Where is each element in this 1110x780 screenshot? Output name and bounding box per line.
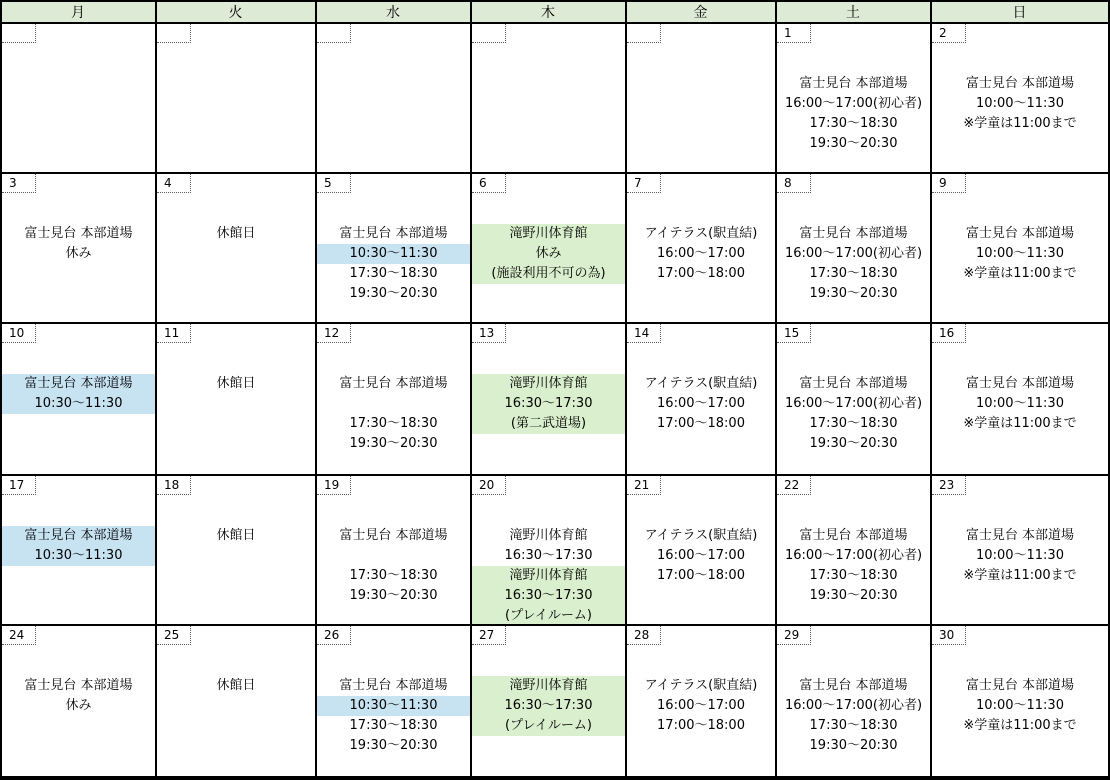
day-schedule <box>932 526 1108 586</box>
weekday-header: 土 <box>777 2 930 22</box>
weekday-header: 月 <box>2 2 155 22</box>
schedule-line: 16:30～17:30 <box>472 394 625 414</box>
schedule-line: 富士見台 本部道場 <box>339 528 448 543</box>
day-schedule <box>777 224 930 304</box>
schedule-line: 10:00～11:30 <box>976 246 1064 261</box>
schedule-line: 休館日 <box>216 226 256 241</box>
date-number: 15 <box>777 324 811 343</box>
day-cell[interactable] <box>317 174 470 322</box>
schedule-line: 19:30～20:30 <box>349 738 438 753</box>
day-schedule <box>317 676 470 756</box>
schedule-line: 10:00～11:30 <box>976 96 1064 111</box>
schedule-line: 滝野川体育館 <box>509 528 588 543</box>
day-schedule <box>932 74 1108 134</box>
schedule-line: 富士見台 本部道場 <box>339 226 448 241</box>
schedule-line: 17:30～18:30 <box>809 718 898 733</box>
schedule-line: 19:30～20:30 <box>349 588 438 603</box>
day-cell[interactable] <box>777 626 930 776</box>
day-cell[interactable] <box>932 324 1108 474</box>
schedule-line: 17:00～18:00 <box>657 266 745 281</box>
schedule-line: 滝野川体育館 <box>472 374 625 394</box>
day-cell[interactable] <box>472 24 625 172</box>
schedule-line: 16:00～17:00 <box>657 246 745 261</box>
day-schedule <box>157 526 315 546</box>
date-number: 12 <box>317 324 351 343</box>
date-number: 9 <box>932 174 966 193</box>
schedule-line: 休み <box>472 244 625 264</box>
schedule-line: 休み <box>65 246 92 261</box>
day-cell[interactable] <box>777 476 930 624</box>
day-cell[interactable] <box>317 24 470 172</box>
day-schedule <box>777 676 930 756</box>
day-cell[interactable] <box>627 24 775 172</box>
day-cell[interactable] <box>2 626 155 776</box>
date-number <box>627 24 661 43</box>
date-number: 27 <box>472 626 506 645</box>
day-schedule <box>472 526 625 624</box>
schedule-line: 19:30～20:30 <box>349 286 438 301</box>
schedule-line: 19:30～20:30 <box>809 286 898 301</box>
schedule-line <box>317 394 470 414</box>
date-number: 21 <box>627 476 661 495</box>
schedule-line: 富士見台 本部道場 <box>24 226 133 241</box>
day-schedule <box>932 676 1108 736</box>
date-number <box>317 24 351 43</box>
schedule-line: 16:00～17:00(初心者) <box>784 698 923 713</box>
day-cell[interactable] <box>472 476 625 624</box>
schedule-line: ※学童は11:00まで <box>963 718 1077 733</box>
day-cell[interactable] <box>317 476 470 624</box>
date-number: 30 <box>932 626 966 645</box>
day-cell[interactable] <box>777 174 930 322</box>
date-number <box>2 24 36 43</box>
date-number: 18 <box>157 476 191 495</box>
day-cell[interactable] <box>627 324 775 474</box>
date-number: 5 <box>317 174 351 193</box>
schedule-line: 休館日 <box>216 376 256 391</box>
day-schedule <box>2 374 155 414</box>
schedule-line: 富士見台 本部道場 <box>799 226 908 241</box>
schedule-line: 休館日 <box>216 678 256 693</box>
schedule-line: 16:00～17:00(初心者) <box>784 96 923 111</box>
date-number <box>472 24 506 43</box>
date-number <box>157 24 191 43</box>
day-cell[interactable] <box>932 476 1108 624</box>
schedule-line: 17:30～18:30 <box>349 568 438 583</box>
schedule-line: 16:30～17:30 <box>504 548 593 563</box>
schedule-line: 16:00～17:00 <box>657 548 745 563</box>
day-schedule <box>317 374 470 454</box>
schedule-line: 富士見台 本部道場 <box>2 526 155 546</box>
schedule-line: 17:30～18:30 <box>809 416 898 431</box>
schedule-line: 17:00～18:00 <box>657 416 745 431</box>
day-schedule <box>157 224 315 244</box>
date-number: 20 <box>472 476 506 495</box>
day-schedule <box>2 224 155 264</box>
schedule-line: 富士見台 本部道場 <box>799 678 908 693</box>
schedule-line: ※学童は11:00まで <box>963 116 1077 131</box>
schedule-line: 17:30～18:30 <box>349 266 438 281</box>
date-number: 13 <box>472 324 506 343</box>
schedule-line: 富士見台 本部道場 <box>339 376 448 391</box>
schedule-line: アイテラス(駅直結) <box>644 226 758 241</box>
date-number: 29 <box>777 626 811 645</box>
schedule-line: 19:30～20:30 <box>809 436 898 451</box>
weekday-header: 水 <box>317 2 470 22</box>
weekday-header: 金 <box>627 2 775 22</box>
day-cell[interactable] <box>317 324 470 474</box>
day-schedule <box>777 526 930 606</box>
schedule-line: 17:30～18:30 <box>349 718 438 733</box>
day-schedule <box>317 526 470 606</box>
schedule-line: 17:00～18:00 <box>657 718 745 733</box>
day-schedule <box>627 374 775 434</box>
day-cell[interactable] <box>932 24 1108 172</box>
schedule-line: 滝野川体育館 <box>472 224 625 244</box>
schedule-line: 休館日 <box>216 528 256 543</box>
day-cell[interactable] <box>157 626 315 776</box>
day-schedule <box>932 224 1108 284</box>
schedule-line: 富士見台 本部道場 <box>799 376 908 391</box>
schedule-line: (第二武道場) <box>472 414 625 434</box>
day-cell[interactable] <box>777 324 930 474</box>
day-schedule <box>472 224 625 284</box>
weekday-header: 木 <box>472 2 625 22</box>
weekday-header: 火 <box>157 2 315 22</box>
schedule-line: 富士見台 本部道場 <box>965 76 1075 91</box>
schedule-line: アイテラス(駅直結) <box>644 376 758 391</box>
schedule-line: アイテラス(駅直結) <box>644 528 758 543</box>
date-number: 19 <box>317 476 351 495</box>
schedule-line: 19:30～20:30 <box>809 588 898 603</box>
day-schedule <box>2 676 155 716</box>
schedule-line: 19:30～20:30 <box>809 738 898 753</box>
day-schedule <box>472 374 625 434</box>
schedule-line: 10:30～11:30 <box>2 546 155 566</box>
schedule-line: 19:30～20:30 <box>349 436 438 451</box>
schedule-line <box>317 546 470 566</box>
schedule-line: 富士見台 本部道場 <box>799 76 908 91</box>
day-cell[interactable] <box>2 24 155 172</box>
schedule-line: (プレイルーム) <box>472 606 625 624</box>
day-schedule <box>157 676 315 696</box>
schedule-line: ※学童は11:00まで <box>963 416 1077 431</box>
schedule-line: 17:30～18:30 <box>809 266 898 281</box>
date-number: 11 <box>157 324 191 343</box>
day-cell[interactable] <box>627 476 775 624</box>
date-number: 7 <box>627 174 661 193</box>
schedule-line: 17:30～18:30 <box>349 416 438 431</box>
schedule-line: 滝野川体育館 <box>472 566 625 586</box>
weekday-header: 日 <box>932 2 1108 22</box>
schedule-line: ※学童は11:00まで <box>963 568 1077 583</box>
day-cell[interactable] <box>157 324 315 474</box>
date-number: 10 <box>2 324 36 343</box>
schedule-line: 19:30～20:30 <box>809 136 898 151</box>
day-cell[interactable] <box>932 626 1108 776</box>
schedule-line: 10:00～11:30 <box>976 698 1064 713</box>
date-number: 2 <box>932 24 966 43</box>
date-number: 6 <box>472 174 506 193</box>
schedule-line: 富士見台 本部道場 <box>24 678 133 693</box>
date-number: 25 <box>157 626 191 645</box>
day-cell[interactable] <box>2 174 155 322</box>
day-schedule <box>157 374 315 394</box>
day-cell[interactable] <box>472 174 625 322</box>
day-schedule <box>627 526 775 586</box>
day-cell[interactable] <box>932 174 1108 322</box>
day-cell[interactable] <box>157 476 315 624</box>
schedule-line: 16:00～17:00(初心者) <box>784 548 923 563</box>
date-number: 8 <box>777 174 811 193</box>
date-number: 1 <box>777 24 811 43</box>
schedule-line: 富士見台 本部道場 <box>339 678 448 693</box>
date-number: 17 <box>2 476 36 495</box>
schedule-line: ※学童は11:00まで <box>963 266 1077 281</box>
schedule-line: 富士見台 本部道場 <box>2 374 155 394</box>
schedule-line: 富士見台 本部道場 <box>799 528 908 543</box>
day-schedule <box>317 224 470 304</box>
date-number: 26 <box>317 626 351 645</box>
schedule-line: 富士見台 本部道場 <box>965 376 1075 391</box>
day-cell[interactable] <box>472 324 625 474</box>
day-cell[interactable] <box>777 24 930 172</box>
schedule-line: 富士見台 本部道場 <box>965 528 1075 543</box>
day-cell[interactable] <box>627 626 775 776</box>
day-schedule <box>932 374 1108 434</box>
day-cell[interactable] <box>157 24 315 172</box>
schedule-line: 16:00～17:00(初心者) <box>784 396 923 411</box>
schedule-line: 16:30～17:30 <box>472 586 625 606</box>
schedule-line: 10:30～11:30 <box>317 244 470 264</box>
schedule-line: 17:30～18:30 <box>809 568 898 583</box>
date-number: 23 <box>932 476 966 495</box>
date-number: 14 <box>627 324 661 343</box>
schedule-line: 10:00～11:30 <box>976 548 1064 563</box>
schedule-line: 16:00～17:00 <box>657 396 745 411</box>
schedule-line: 富士見台 本部道場 <box>965 226 1075 241</box>
day-schedule <box>777 74 930 154</box>
date-number: 4 <box>157 174 191 193</box>
day-cell[interactable] <box>627 174 775 322</box>
day-schedule <box>627 676 775 736</box>
day-schedule <box>472 676 625 736</box>
day-cell[interactable] <box>157 174 315 322</box>
day-schedule <box>627 224 775 284</box>
schedule-line: 16:30～17:30 <box>472 696 625 716</box>
schedule-line: 17:30～18:30 <box>809 116 898 131</box>
day-schedule <box>777 374 930 454</box>
date-number: 16 <box>932 324 966 343</box>
schedule-line: 滝野川体育館 <box>472 676 625 696</box>
day-cell[interactable] <box>2 324 155 474</box>
day-cell[interactable] <box>472 626 625 776</box>
schedule-line: 10:00～11:30 <box>976 396 1064 411</box>
date-number: 28 <box>627 626 661 645</box>
schedule-line: 10:30～11:30 <box>2 394 155 414</box>
schedule-line: 休み <box>65 698 92 713</box>
date-number: 24 <box>2 626 36 645</box>
schedule-line: 16:00～17:00(初心者) <box>784 246 923 261</box>
schedule-line: アイテラス(駅直結) <box>644 678 758 693</box>
date-number: 3 <box>2 174 36 193</box>
schedule-line: 17:00～18:00 <box>657 568 745 583</box>
schedule-line: 10:30～11:30 <box>317 696 470 716</box>
schedule-line: 16:00～17:00 <box>657 698 745 713</box>
day-cell[interactable] <box>2 476 155 624</box>
schedule-line: (施設利用不可の為) <box>472 264 625 284</box>
day-cell[interactable] <box>317 626 470 776</box>
day-schedule <box>2 526 155 566</box>
schedule-line: (プレイルーム) <box>472 716 625 736</box>
schedule-line: 富士見台 本部道場 <box>965 678 1075 693</box>
date-number: 22 <box>777 476 811 495</box>
